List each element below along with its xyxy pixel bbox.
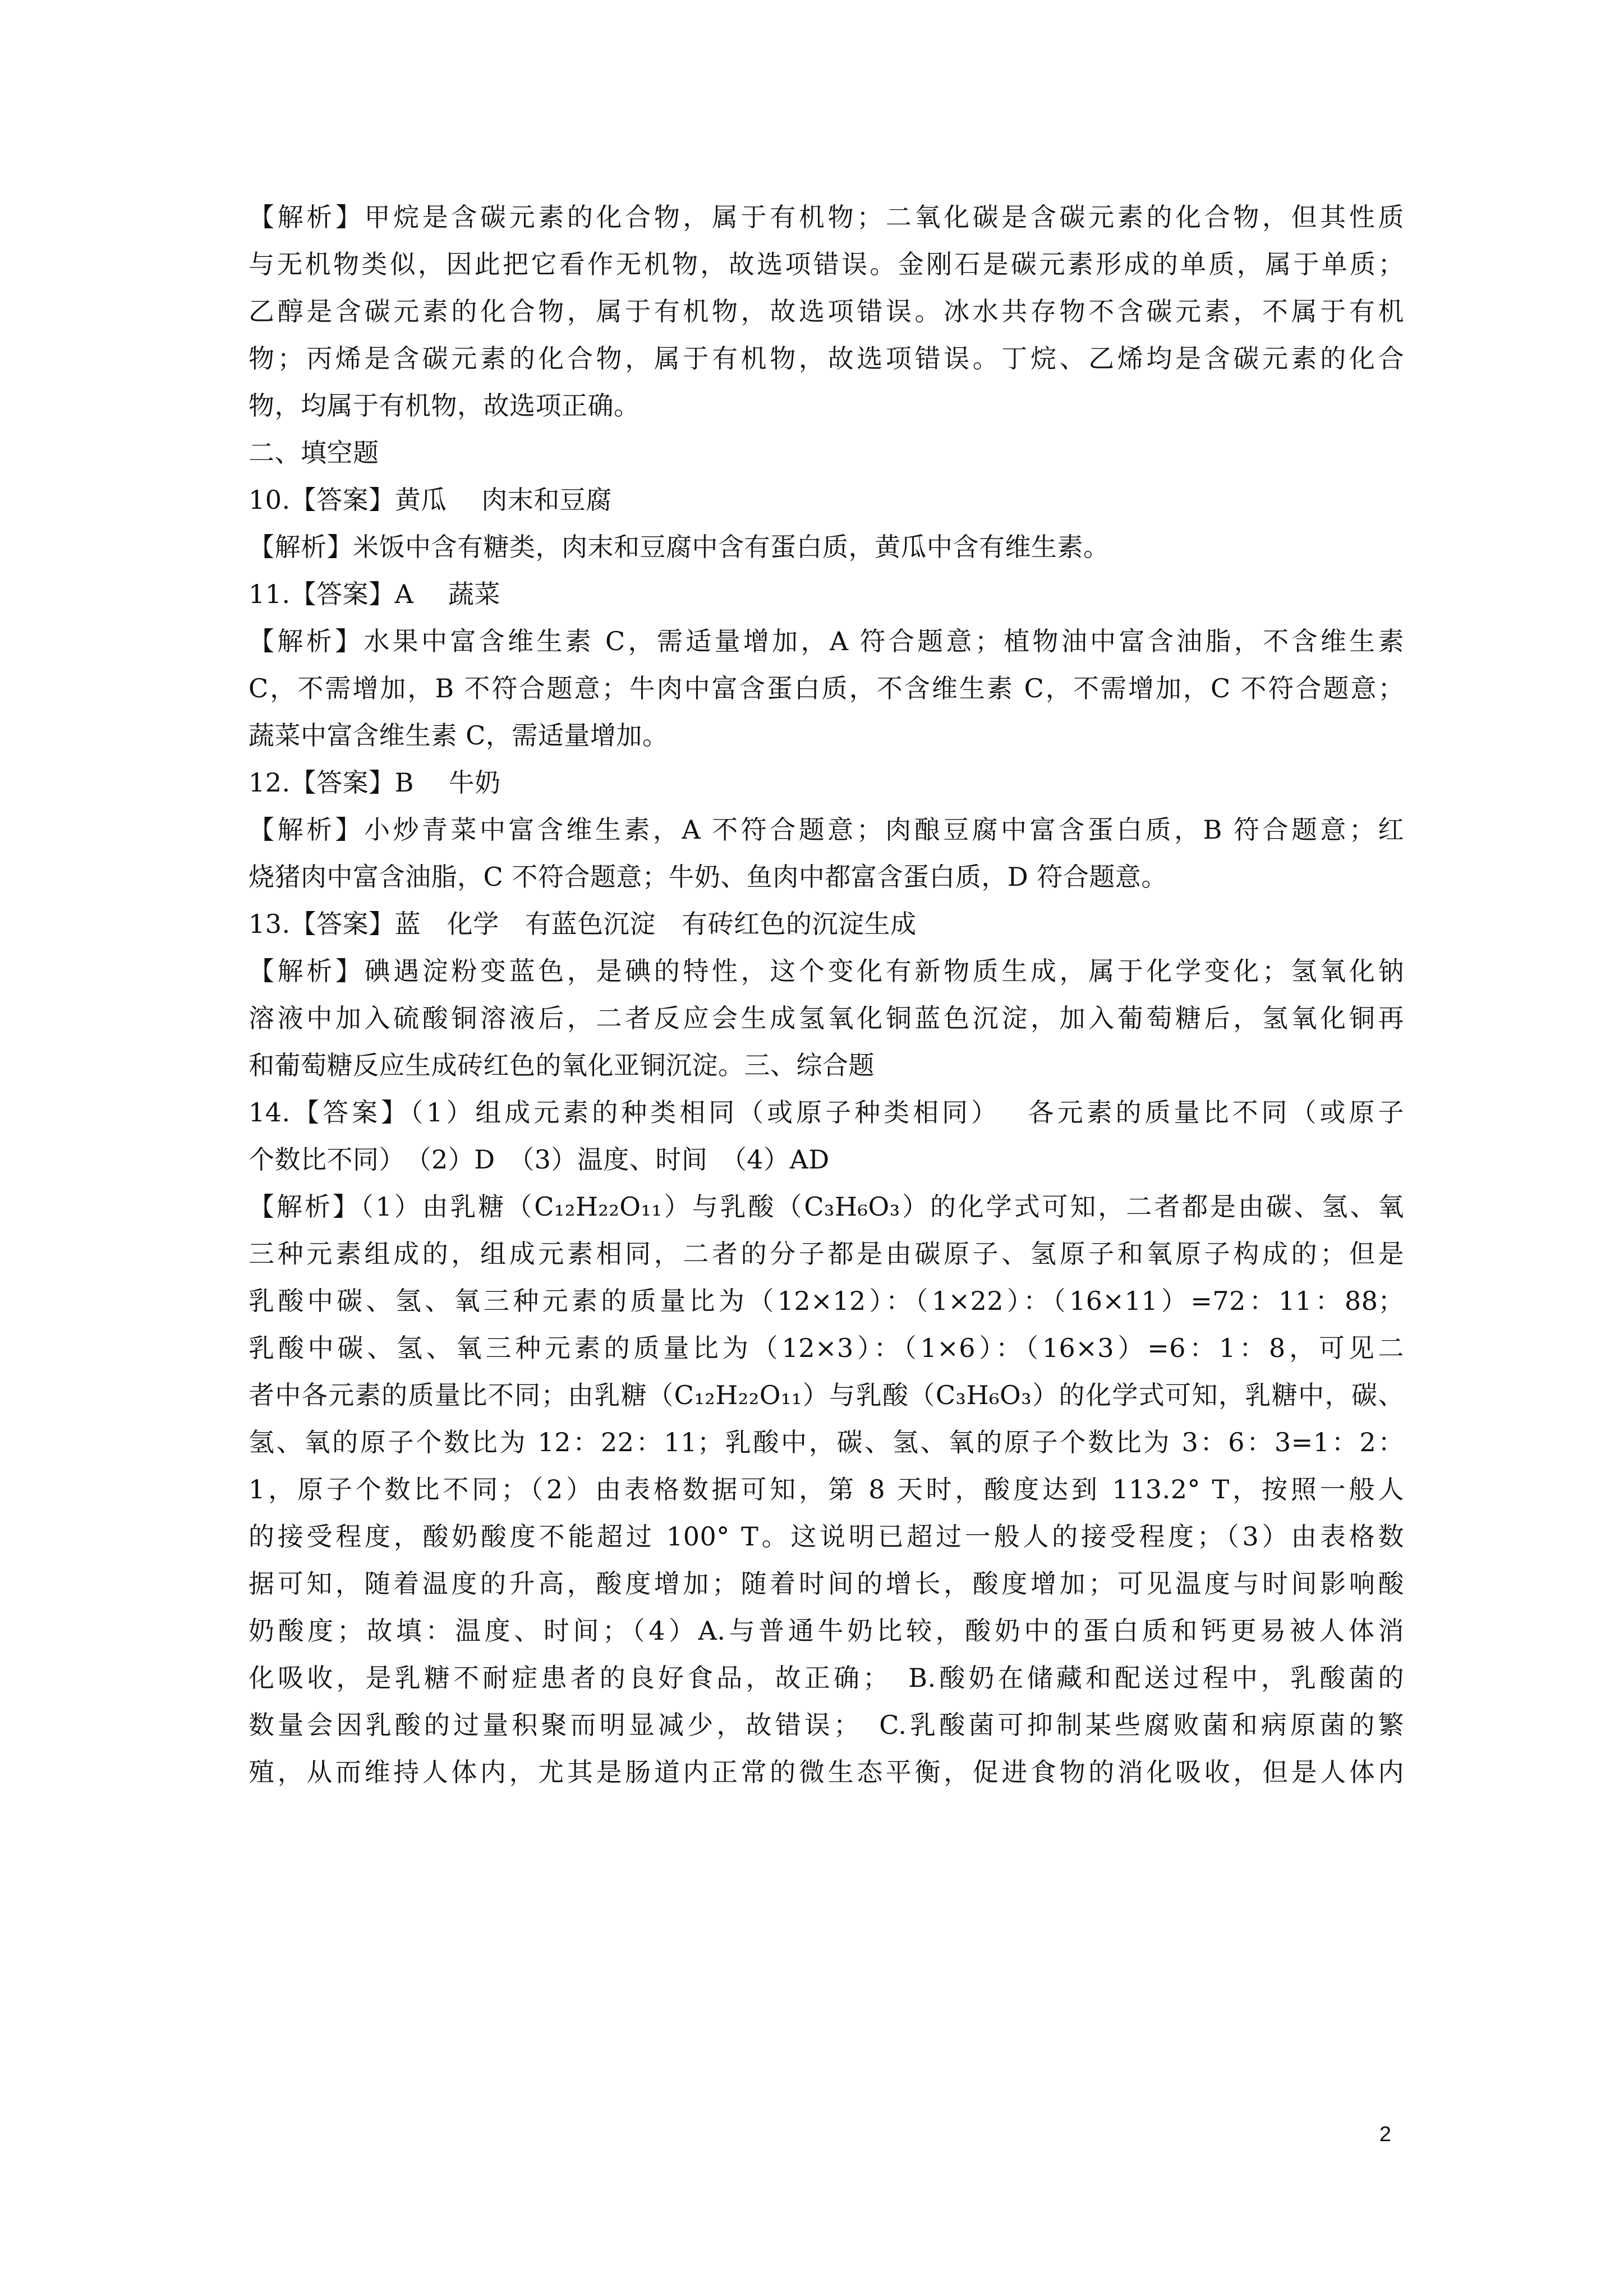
text-line: 【解析】水果中富含维生素 C，需适量增加，A 符合题意；植物油中富含油脂，不含维生素 (249, 626, 1404, 656)
text-line: 氢、氧的原子个数比为 12：22：11；乳酸中，碳、氢、氧的原子个数比为 3：6：3=1：2： (249, 1427, 1404, 1457)
text-line: 【解析】小炒青菜中富含维生素，A 不符合题意；肉酿豆腐中富含蛋白质，B 符合题意；红 (249, 815, 1404, 845)
text-line: 11.【答案】A 蔬菜 (249, 579, 500, 609)
text-line: 物；丙烯是含碳元素的化合物，属于有机物，故选项错误。丁烷、乙烯均是含碳元素的化合 (249, 343, 1404, 374)
text-line: 数量会因乳酸的过量积聚而明显减少，故错误； C.乳酸菌可抑制某些腐败菌和病原菌的繁 (249, 1710, 1404, 1740)
text-line: 化吸收，是乳糖不耐症患者的良好食品，故正确； B.酸奶在储藏和配送过程中，乳酸菌的 (249, 1663, 1404, 1693)
text-line: 1，原子个数比不同；（2）由表格数据可知，第 8 天时，酸度达到 113.2° T，按照一般人 (249, 1474, 1404, 1504)
text-line: 溶液中加入硫酸铜溶液后，二者反应会生成氢氧化铜蓝色沉淀，加入葡萄糖后，氢氧化铜再 (249, 1003, 1404, 1033)
text-line: 奶酸度；故填：温度、时间；（4）A.与普通牛奶比较，酸奶中的蛋白质和钙更易被人体消 (249, 1616, 1404, 1646)
text-line: 13.【答案】蓝 化学 有蓝色沉淀 有砖红色的沉淀生成 (249, 909, 917, 939)
text-line: 【解析】米饭中含有糖类，肉末和豆腐中含有蛋白质，黄瓜中含有维生素。 (249, 532, 1110, 562)
text-line: 【解析】甲烷是含碳元素的化合物，属于有机物；二氧化碳是含碳元素的化合物，但其性质 (249, 202, 1404, 232)
text-line: 乙醇是含碳元素的化合物，属于有机物，故选项错误。冰水共存物不含碳元素，不属于有机 (249, 296, 1404, 326)
text-line: 【解析】（1）由乳糖（C₁₂H₂₂O₁₁）与乳酸（C₃H₆O₃）的化学式可知，二者都是由碳、氢、氧 (249, 1191, 1404, 1222)
text-line: 据可知，随着温度的升高，酸度增加；随着时间的增长，酸度增加；可见温度与时间影响酸 (249, 1568, 1404, 1599)
text-line: 二、填空题 (249, 438, 379, 468)
text-line: 【解析】碘遇淀粉变蓝色，是碘的特性，这个变化有新物质生成，属于化学变化；氢氧化钠 (249, 956, 1404, 986)
text-line: 14.【答案】（1）组成元素的种类相同（或原子种类相同） 各元素的质量比不同（或原子 (249, 1097, 1404, 1128)
text-line: 物，均属于有机物，故选项正确。 (249, 390, 640, 421)
text-line: 与无机物类似，因此把它看作无机物，故选项错误。金刚石是碳元素形成的单质，属于单质； (249, 249, 1404, 279)
text-line: 烧猪肉中富含油脂，C 不符合题意；牛奶、鱼肉中都富含蛋白质，D 符合题意。 (249, 862, 1167, 892)
text-line: C，不需增加，B 不符合题意；牛肉中富含蛋白质，不含维生素 C，不需增加，C 不符合题意； (249, 673, 1404, 703)
text-line: 和葡萄糖反应生成砖红色的氧化亚铜沉淀。三、综合题 (249, 1050, 875, 1080)
text-line: 乳酸中碳、氢、氧三种元素的质量比为（12×3）：（1×6）：（16×3）=6：1：8，可见二 (249, 1333, 1404, 1363)
page-number: 2 (1379, 2123, 1391, 2146)
text-line: 殖，从而维持人体内，尤其是肠道内正常的微生态平衡，促进食物的消化吸收，但是人体内 (249, 1757, 1404, 1787)
text-line: 者中各元素的质量比不同；由乳糖（C₁₂H₂₂O₁₁）与乳酸（C₃H₆O₃）的化学式可知，乳糖中，碳、 (249, 1380, 1404, 1410)
text-line: 的接受程度，酸奶酸度不能超过 100° T。这说明已超过一般人的接受程度；（3）由表格数 (249, 1521, 1404, 1552)
document-body (249, 194, 1404, 1796)
text-line: 个数比不同） （2）D （3）温度、时间 （4）AD (249, 1144, 830, 1175)
text-line: 蔬菜中富含维生素 C，需适量增加。 (249, 720, 669, 751)
text-line: 乳酸中碳、氢、氧三种元素的质量比为（12×12）：（1×22）：（16×11）=72：11：88； (249, 1286, 1404, 1316)
text-line: 10.【答案】黄瓜 肉末和豆腐 (249, 485, 612, 515)
text-line: 12.【答案】B 牛奶 (249, 767, 501, 798)
text-line: 三种元素组成的，组成元素相同，二者的分子都是由碳原子、氢原子和氧原子构成的；但是 (249, 1239, 1404, 1269)
